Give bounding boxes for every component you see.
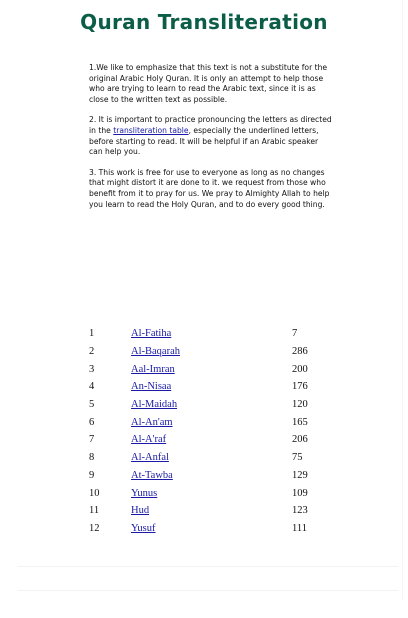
surah-link[interactable]: Al-Maidah xyxy=(131,399,178,411)
surah-verse-count: 176 xyxy=(292,381,308,393)
surah-name-cell xyxy=(131,325,292,343)
surah-verse-count: 75 xyxy=(292,452,303,464)
note-3: 3. This work is free for use to everyone as long as no changes that might distort it are done to it. we request from those who benefit from it to pray for us. We pray to Almighty Allah to help you learn to read the Holy Quran, and to do every good thing. xyxy=(89,167,330,209)
surah-verse-count: 206 xyxy=(292,434,308,446)
note-2-text-after: , especially the underlined letters, before starting to read. It will be helpful if an Arabic speaker can help you. xyxy=(89,125,319,157)
surah-link[interactable]: Yusuf xyxy=(131,522,156,534)
surah-name-cell xyxy=(131,396,292,414)
surah-link[interactable]: Al-Anfal xyxy=(131,452,169,464)
surah-name-cell xyxy=(131,413,292,431)
transliteration-table-link[interactable]: transliteration table xyxy=(113,125,189,135)
table-row xyxy=(84,431,332,449)
surah-number: 1 xyxy=(89,328,95,340)
surah-verse-count: 165 xyxy=(292,416,308,428)
surah-number: 5 xyxy=(89,399,95,411)
note-2-text-before: 2. It is important to practice pronouncing the letters as directed in the xyxy=(89,115,332,135)
surah-link[interactable]: At-Tawba xyxy=(131,469,173,481)
surah-table xyxy=(84,325,332,537)
table-row xyxy=(84,502,332,520)
surah-number: 6 xyxy=(89,416,95,428)
surah-verse-count: 123 xyxy=(292,505,308,517)
surah-number: 7 xyxy=(89,434,95,446)
surah-link[interactable]: Al-An'am xyxy=(131,416,173,428)
surah-link[interactable]: Al-Fatiha xyxy=(131,328,172,340)
note-2 xyxy=(89,115,334,157)
surah-name-cell xyxy=(131,343,292,361)
surah-link[interactable]: Hud xyxy=(131,505,150,517)
surah-name-cell xyxy=(131,449,292,467)
table-row xyxy=(84,449,332,467)
table-row xyxy=(84,396,332,414)
surah-name-cell xyxy=(131,360,292,378)
divider xyxy=(18,590,398,591)
surah-verse-count: 120 xyxy=(292,399,308,411)
surah-verse-count: 7 xyxy=(292,328,298,340)
surah-number: 11 xyxy=(89,505,100,517)
divider xyxy=(402,0,403,600)
surah-name-cell xyxy=(131,520,292,538)
surah-number: 8 xyxy=(89,452,95,464)
surah-table-body xyxy=(84,325,332,537)
note-1: 1.We like to emphasize that this text is not a substitute for the original Arabic Holy Quran. It is only an attempt to help those who are trying to learn to read the Arabic text, since it is as close to the written text as possible. xyxy=(89,63,328,104)
surah-verse-count: 200 xyxy=(292,363,308,375)
surah-link[interactable]: Aal-Imran xyxy=(131,363,175,375)
divider xyxy=(18,566,398,567)
table-row xyxy=(84,484,332,502)
surah-verse-count: 129 xyxy=(292,469,308,481)
table-row xyxy=(84,413,332,431)
surah-number: 2 xyxy=(89,346,95,358)
surah-number: 10 xyxy=(89,487,100,499)
table-row xyxy=(84,520,332,538)
surah-number: 4 xyxy=(89,381,95,393)
notes-section xyxy=(89,63,334,220)
surah-name-cell xyxy=(131,467,292,485)
surah-link[interactable]: Al-A'raf xyxy=(131,434,167,446)
surah-name-cell xyxy=(131,378,292,396)
surah-name-cell xyxy=(131,484,292,502)
surah-link[interactable]: Yunus xyxy=(131,487,158,499)
surah-verse-count: 111 xyxy=(292,522,307,534)
table-row xyxy=(84,343,332,361)
table-row xyxy=(84,467,332,485)
surah-name-cell xyxy=(131,502,292,520)
surah-link[interactable]: An-Nisaa xyxy=(131,381,172,393)
surah-verse-count: 286 xyxy=(292,346,308,358)
surah-link[interactable]: Al-Baqarah xyxy=(131,346,180,358)
page-title: Quran Transliteration xyxy=(80,10,328,34)
table-row xyxy=(84,360,332,378)
surah-number: 3 xyxy=(89,363,95,375)
surah-number: 9 xyxy=(89,469,95,481)
surah-number: 12 xyxy=(89,522,100,534)
table-row xyxy=(84,325,332,343)
surah-name-cell xyxy=(131,431,292,449)
surah-verse-count: 109 xyxy=(292,487,308,499)
table-row xyxy=(84,378,332,396)
